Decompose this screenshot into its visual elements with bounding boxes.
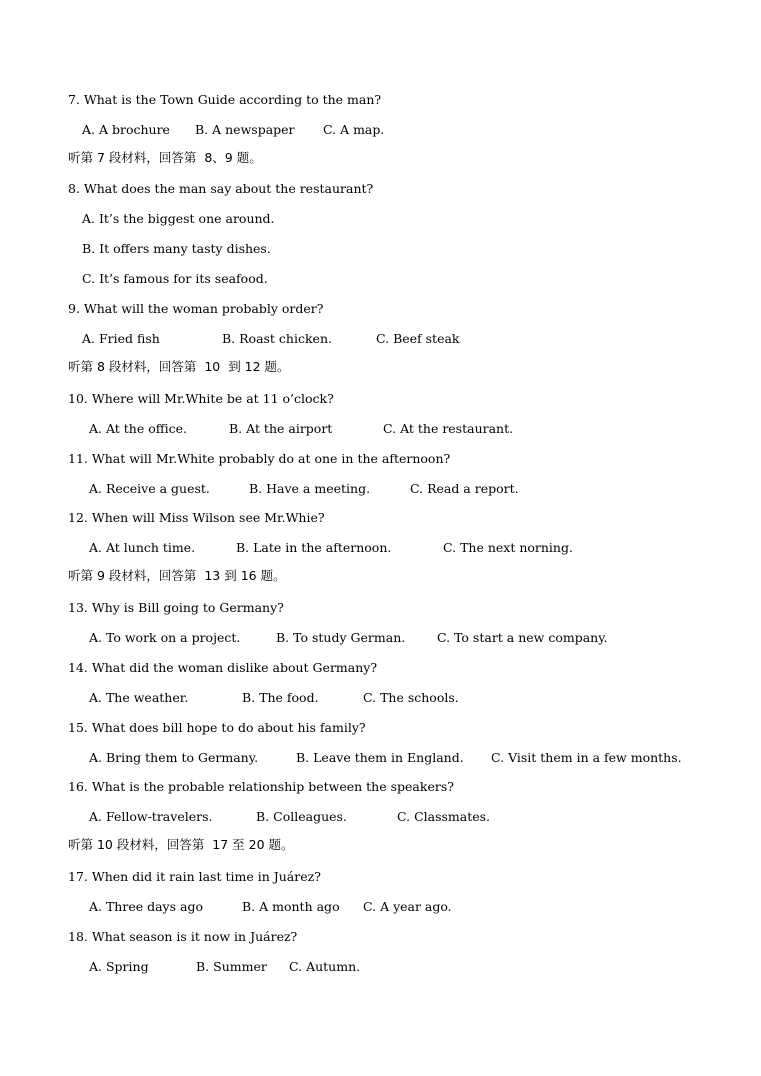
- option-a: A. It’s the biggest one around.: [82, 211, 275, 226]
- option-c: C. Autumn.: [289, 959, 361, 974]
- option-b: B. At the airport: [229, 421, 333, 436]
- option-b: B. Leave them in England.: [296, 750, 464, 765]
- question-17: 17. When did it rain last time in Juárez?: [68, 869, 321, 884]
- option-c: C. A year ago.: [363, 899, 452, 914]
- option-b: B. The food.: [242, 690, 319, 705]
- option-a: A. At the office.: [89, 421, 187, 436]
- option-b: B. Colleagues.: [256, 809, 347, 824]
- option-c: C. Read a report.: [410, 481, 519, 496]
- option-c: C. It’s famous for its seafood.: [82, 271, 268, 286]
- option-a: A. Fellow-travelers.: [89, 809, 213, 824]
- option-b: B. Roast chicken.: [222, 331, 332, 346]
- question-10: 10. Where will Mr.White be at 11 o’clock?: [68, 391, 334, 406]
- option-b: B. A newspaper: [195, 122, 295, 137]
- option-c: C. The schools.: [363, 690, 459, 705]
- section-heading-8: 听第 8 段材料，回答第 10 到 12 题。: [68, 359, 290, 374]
- section-heading-10: 听第 10 段材料，回答第 17 至 20 题。: [68, 837, 294, 852]
- question-7: 7. What is the Town Guide according to the man?: [68, 92, 382, 107]
- option-c: C. At the restaurant.: [383, 421, 514, 436]
- option-b: B. Late in the afternoon.: [236, 540, 392, 555]
- question-9: 9. What will the woman probably order?: [68, 301, 324, 316]
- option-c: C. The next norning.: [443, 540, 573, 555]
- option-c: C. Classmates.: [397, 809, 491, 824]
- option-a: A. Spring: [89, 959, 149, 974]
- question-15: 15. What does bill hope to do about his family?: [68, 720, 366, 735]
- option-c: C. To start a new company.: [437, 630, 608, 645]
- question-12: 12. When will Miss Wilson see Mr.Whie?: [68, 510, 325, 525]
- question-16: 16. What is the probable relationship between the speakers?: [68, 779, 454, 794]
- question-8: 8. What does the man say about the restaurant?: [68, 181, 374, 196]
- option-b: B. A month ago: [242, 899, 340, 914]
- option-a: A. To work on a project.: [89, 630, 241, 645]
- option-a: A. Bring them to Germany.: [89, 750, 259, 765]
- option-c: C. Visit them in a few months.: [491, 750, 682, 765]
- option-a: A. Fried fish: [82, 331, 160, 346]
- option-b: B. Summer: [196, 959, 267, 974]
- question-18: 18. What season is it now in Juárez?: [68, 929, 298, 944]
- option-a: A. The weather.: [89, 690, 189, 705]
- question-13: 13. Why is Bill going to Germany?: [68, 600, 284, 615]
- question-11: 11. What will Mr.White probably do at one in the afternoon?: [68, 451, 451, 466]
- option-a: A. Three days ago: [89, 899, 203, 914]
- option-b: B. It offers many tasty dishes.: [82, 241, 271, 256]
- option-c: C. Beef steak: [376, 331, 460, 346]
- option-a: A. At lunch time.: [89, 540, 196, 555]
- option-a: A. Receive a guest.: [89, 481, 210, 496]
- section-heading-9: 听第 9 段材料，回答第 13 到 16 题。: [68, 568, 286, 583]
- option-b: B. To study German.: [276, 630, 406, 645]
- section-heading-7: 听第 7 段材料，回答第 8、9 题。: [68, 150, 262, 165]
- question-14: 14. What did the woman dislike about Germany?: [68, 660, 378, 675]
- option-b: B. Have a meeting.: [249, 481, 371, 496]
- option-a: A. A brochure: [82, 122, 170, 137]
- option-c: C. A map.: [323, 122, 385, 137]
